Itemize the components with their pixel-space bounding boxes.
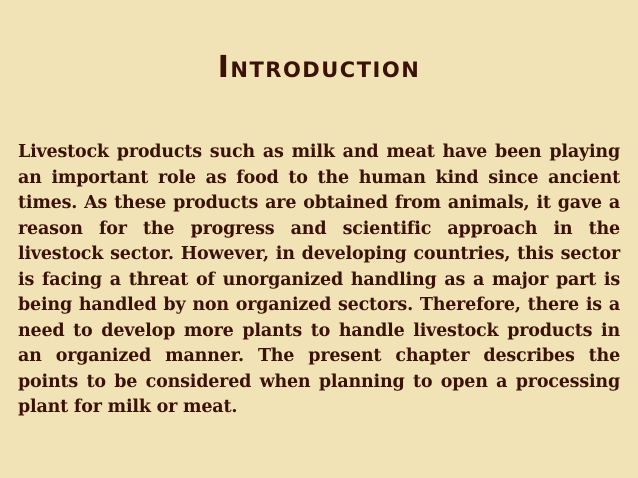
slide-body-paragraph: Livestock products such as milk and meat have been playing an important role as food to the human kind since ancient times. As these products are obtained from animals, it gave a reason for the progress and scientific approach in the livestock sector. However, in developing countries, this sector is facing a threat of unorganized handling as a major part is being handled by non organized sectors. Therefore, there is a need to develop more plants to handle livestock products in an organized manner. The present chapter describes the points to be considered when planning to open a processing plant for milk or meat. (18, 142, 620, 417)
slide-title: Introduction (217, 50, 421, 85)
